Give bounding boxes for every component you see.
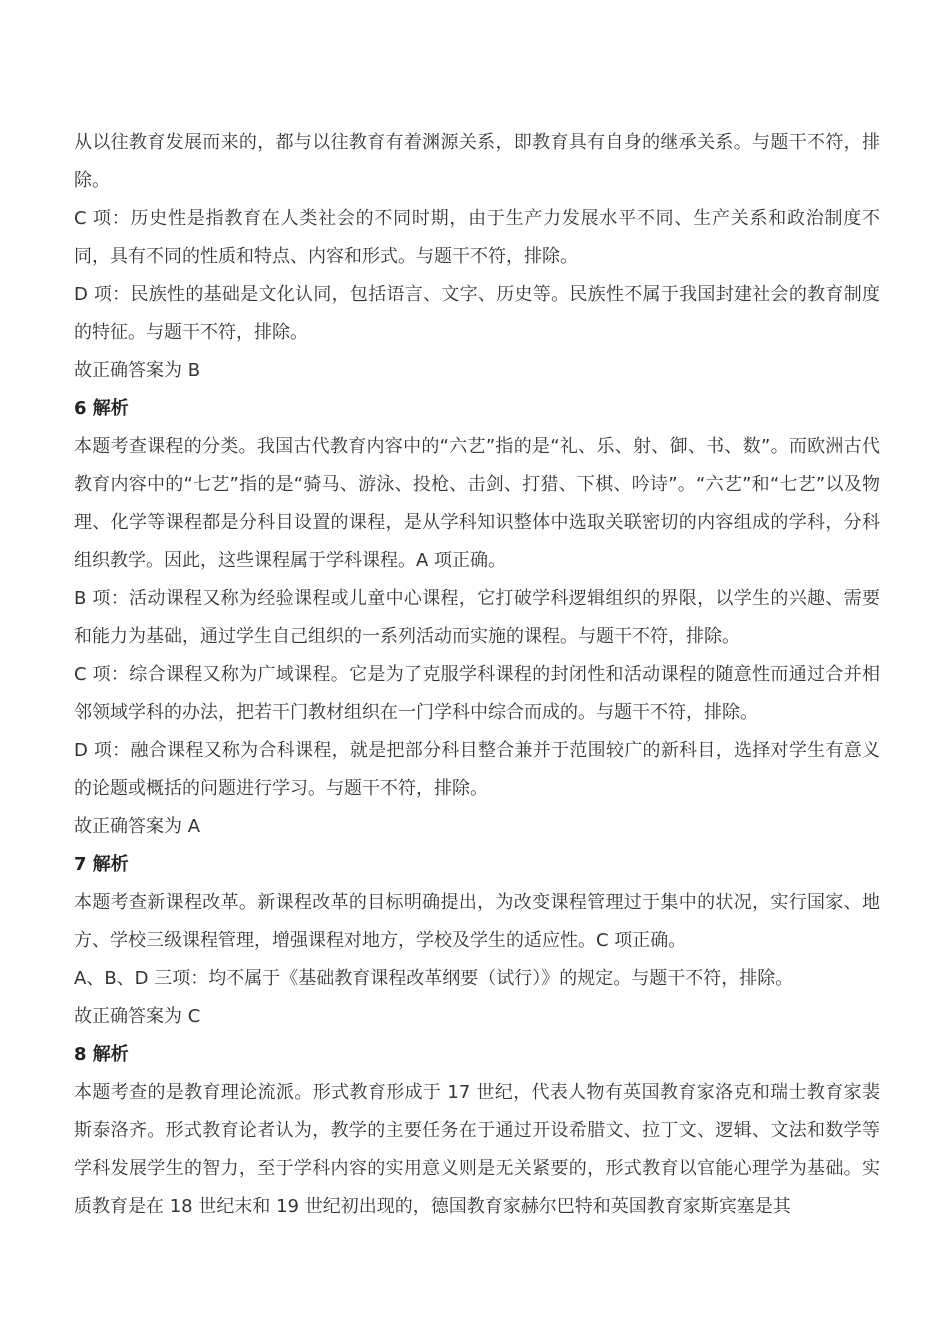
paragraph: 从以往教育发展而来的，都与以往教育有着渊源关系，即教育具有自身的继承关系。与题干不符，排除。 — [74, 132, 880, 191]
answer-line: 故正确答案为 B — [74, 360, 201, 381]
section-heading: 7 解析 — [74, 854, 129, 875]
document-page — [74, 124, 880, 1226]
paragraph: B 项：活动课程又称为经验课程或儿童中心课程，它打破学科逻辑组织的界限，以学生的兴趣、需要和能力为基础，通过学生自己组织的一系列活动而实施的课程。与题干不符，排除。 — [74, 588, 880, 647]
section-heading: 8 解析 — [74, 1044, 129, 1065]
paragraph: 本题考查课程的分类。我国古代教育内容中的“六艺”指的是“礼、乐、射、御、书、数”。而欧洲古代教育内容中的“七艺”指的是“骑马、游泳、投枪、击剑、打猎、下棋、吟诗”。“六艺”和“七艺”以及物理、化学等课程都是分科目设置的课程，是从学科知识整体中选取关联密切的内容组成的学科，分科组织教学。因此，这些课程属于学科课程。A 项正确。 — [74, 436, 880, 571]
paragraph: D 项：民族性的基础是文化认同，包括语言、文字、历史等。民族性不属于我国封建社会的教育制度的特征。与题干不符，排除。 — [74, 284, 880, 343]
paragraph: 本题考查的是教育理论流派。形式教育形成于 17 世纪，代表人物有英国教育家洛克和瑞士教育家裴斯泰洛齐。形式教育论者认为，教学的主要任务在于通过开设希腊文、拉丁文、逻辑、文法和数学等学科发展学生的智力，至于学科内容的实用意义则是无关紧要的，形式教育以官能心理学为基础。实质教育是在 18 世纪末和 19 世纪初出现的，德国教育家赫尔巴特和英国教育家斯宾塞是其 — [74, 1082, 880, 1217]
paragraph: C 项：综合课程又称为广域课程。它是为了克服学科课程的封闭性和活动课程的随意性而通过合并相邻领域学科的办法，把若干门教材组织在一门学科中综合而成的。与题干不符，排除。 — [74, 664, 880, 723]
answer-line: 故正确答案为 A — [74, 816, 201, 837]
paragraph: C 项：历史性是指教育在人类社会的不同时期，由于生产力发展水平不同、生产关系和政治制度不同，具有不同的性质和特点、内容和形式。与题干不符，排除。 — [74, 208, 880, 267]
paragraph: D 项：融合课程又称为合科课程，就是把部分科目整合兼并于范围较广的新科目，选择对学生有意义的论题或概括的问题进行学习。与题干不符，排除。 — [74, 740, 880, 799]
answer-line: 故正确答案为 C — [74, 1006, 201, 1027]
paragraph: A、B、D 三项：均不属于《基础教育课程改革纲要（试行）》的规定。与题干不符，排除。 — [74, 968, 794, 989]
paragraph: 本题考查新课程改革。新课程改革的目标明确提出，为改变课程管理过于集中的状况，实行国家、地方、学校三级课程管理，增强课程对地方，学校及学生的适应性。C 项正确。 — [74, 892, 880, 951]
section-heading: 6 解析 — [74, 398, 129, 419]
